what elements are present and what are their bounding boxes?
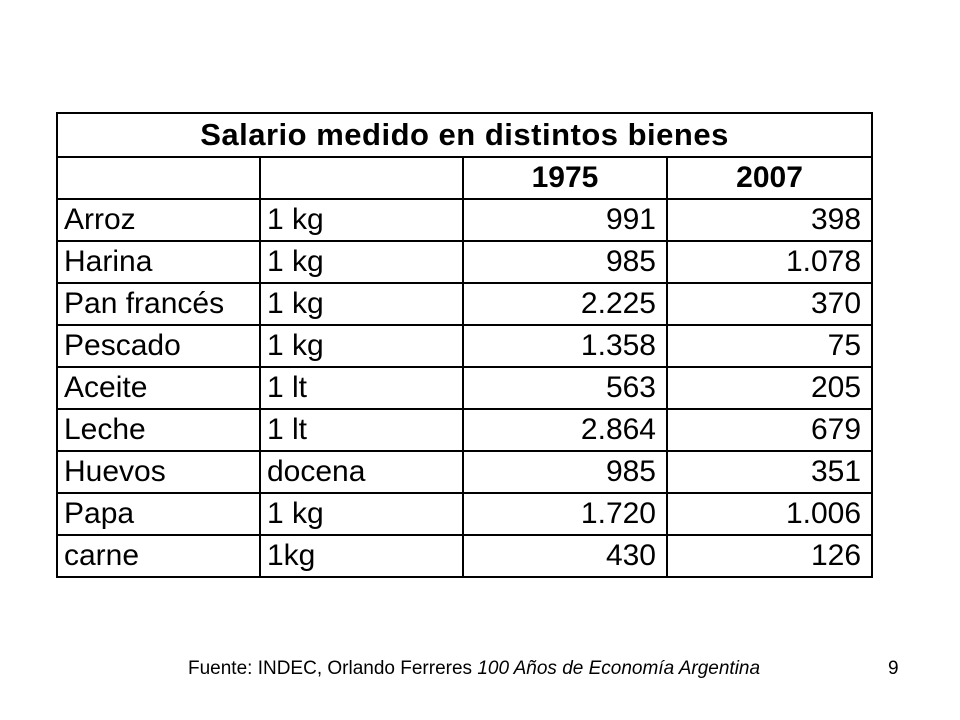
unit-cell: 1 kg — [260, 241, 463, 283]
salary-goods-table — [56, 112, 873, 578]
value-1975-cell: 1.720 — [463, 493, 667, 535]
value-2007-cell: 398 — [667, 199, 872, 241]
header-empty-item — [57, 157, 260, 199]
table-row — [57, 241, 872, 283]
unit-cell: 1kg — [260, 535, 463, 577]
value-1975-cell: 985 — [463, 451, 667, 493]
value-1975-cell: 430 — [463, 535, 667, 577]
table-row — [57, 535, 872, 577]
item-cell: carne — [57, 535, 260, 577]
value-1975-cell: 2.225 — [463, 283, 667, 325]
table-header-row — [57, 157, 872, 199]
value-1975-cell: 2.864 — [463, 409, 667, 451]
value-2007-cell: 126 — [667, 535, 872, 577]
table-title: Salario medido en distintos bienes — [57, 113, 872, 157]
source-book-title: 100 Años de Economía Argentina — [477, 658, 761, 679]
item-cell: Arroz — [57, 199, 260, 241]
source-prefix: Fuente: INDEC, Orlando Ferreres — [188, 658, 478, 679]
unit-cell: 1 kg — [260, 199, 463, 241]
table-row — [57, 325, 872, 367]
item-cell: Leche — [57, 409, 260, 451]
table-row — [57, 199, 872, 241]
item-cell: Harina — [57, 241, 260, 283]
item-cell: Aceite — [57, 367, 260, 409]
header-year-2007: 2007 — [667, 157, 872, 199]
header-year-1975: 1975 — [463, 157, 667, 199]
item-cell: Pescado — [57, 325, 260, 367]
item-cell: Pan francés — [57, 283, 260, 325]
table-title-row — [57, 113, 872, 157]
unit-cell: 1 lt — [260, 409, 463, 451]
value-2007-cell: 1.078 — [667, 241, 872, 283]
value-2007-cell: 679 — [667, 409, 872, 451]
page-number: 9 — [888, 658, 899, 679]
unit-cell: 1 lt — [260, 367, 463, 409]
value-1975-cell: 563 — [463, 367, 667, 409]
value-2007-cell: 1.006 — [667, 493, 872, 535]
table-row — [57, 493, 872, 535]
value-1975-cell: 1.358 — [463, 325, 667, 367]
unit-cell: 1 kg — [260, 493, 463, 535]
value-2007-cell: 351 — [667, 451, 872, 493]
value-1975-cell: 991 — [463, 199, 667, 241]
value-2007-cell: 205 — [667, 367, 872, 409]
table-row — [57, 451, 872, 493]
item-cell: Papa — [57, 493, 260, 535]
value-2007-cell: 370 — [667, 283, 872, 325]
unit-cell: 1 kg — [260, 325, 463, 367]
table-row — [57, 367, 872, 409]
table-row — [57, 283, 872, 325]
unit-cell: 1 kg — [260, 283, 463, 325]
value-2007-cell: 75 — [667, 325, 872, 367]
value-1975-cell: 985 — [463, 241, 667, 283]
unit-cell: docena — [260, 451, 463, 493]
source-citation — [188, 656, 760, 682]
item-cell: Huevos — [57, 451, 260, 493]
table-body — [57, 113, 872, 577]
table-row — [57, 409, 872, 451]
header-empty-unit — [260, 157, 463, 199]
